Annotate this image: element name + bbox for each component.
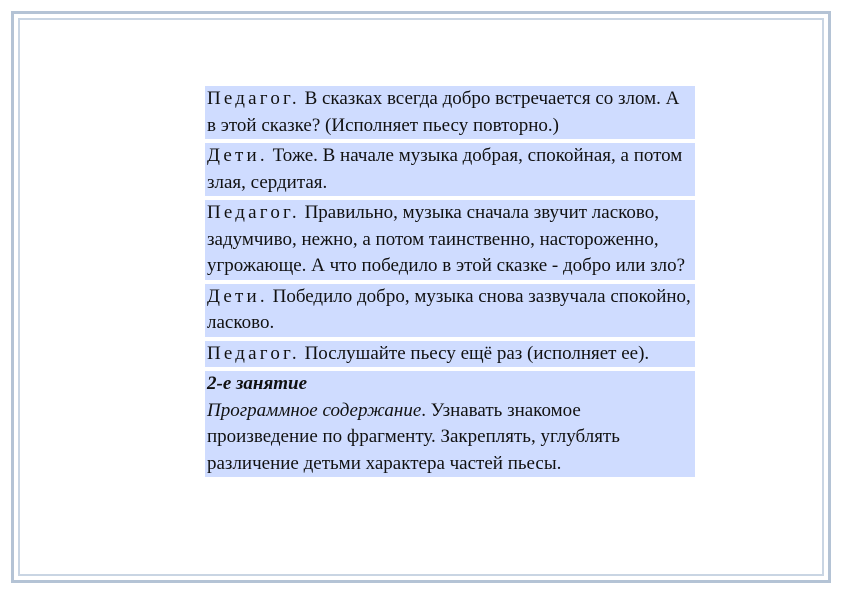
dialogue-text: Победило добро, музыка снова зазвучала спокойно, ласково. [207,285,691,333]
lesson-section [205,371,695,477]
speaker-label: Педагог. [207,342,300,364]
program-label: Программное содержание [207,399,422,421]
dialogue-text: Тоже. В начале музыка добрая, спокойная, а потом злая, сердитая. [207,145,683,193]
program-text: . Узнавать знакомое произведение по фрагменту. Закреплять, углублять различение детьми характера частей пьесы. [207,399,620,474]
dialogue-text: Правильно, музыка сначала звучит ласково, задумчиво, нежно, а потом таинственно, настороженно, угрожающе. А что победило в этой сказке - добро или зло? [207,202,686,276]
dialogue-paragraph-children-2 [205,284,695,337]
speaker-label: Педагог. [207,88,300,109]
dialogue-paragraph-children-1 [205,143,695,196]
speaker-label: Педагог. [207,202,300,223]
dialogue-paragraph-teacher-3 [205,341,695,368]
program-content [207,398,693,478]
dialogue-paragraph-teacher-1 [205,86,695,139]
dialogue-text: В сказках всегда добро встречается со злом. А в этой сказке? (Исполняет пьесу повторно.) [207,88,680,136]
speaker-label: Дети. [207,285,268,307]
speaker-label: Дети. [207,145,268,166]
dialogue-paragraph-teacher-2 [205,200,695,280]
lesson-heading: 2-е занятие [207,373,308,394]
dialogue-text: Послушайте пьесу ещё раз (исполняет ее). [299,342,650,364]
text-block [205,86,695,477]
